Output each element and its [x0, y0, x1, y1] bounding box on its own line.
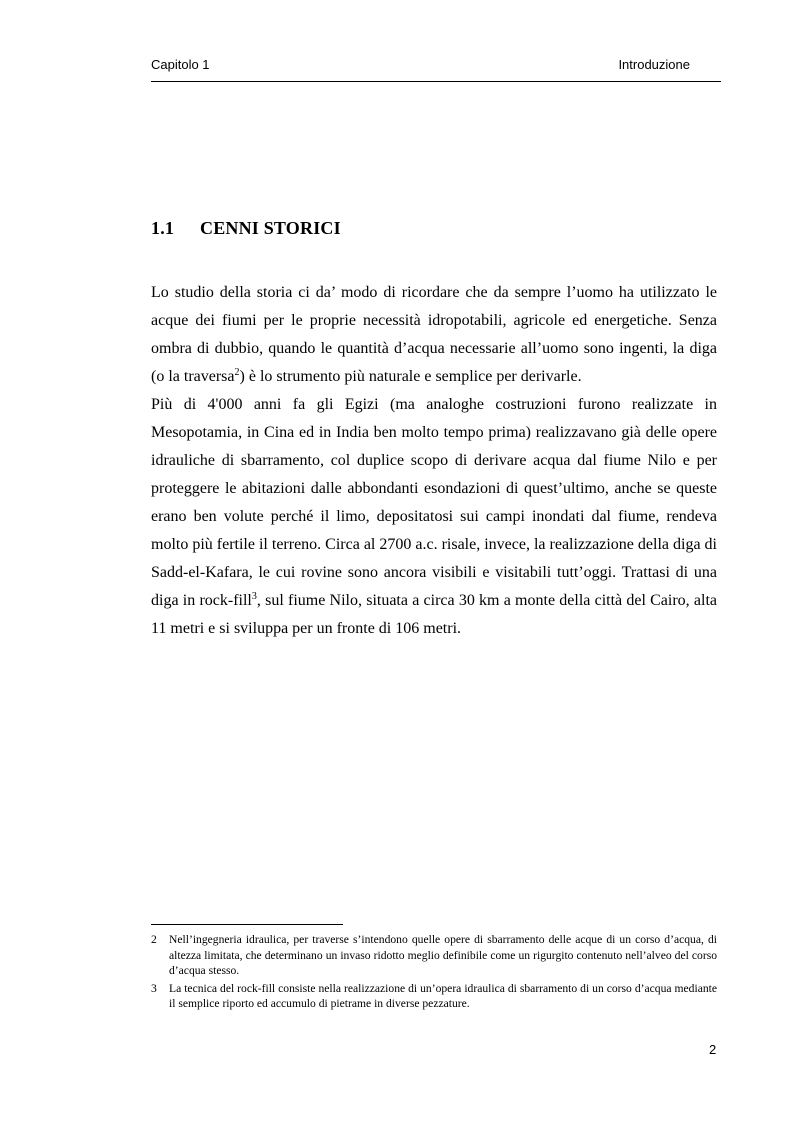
paragraph-1-text-a: Lo studio della storia ci da’ modo di ricordare che da sempre l’uomo ha utilizzato le acque dei fiumi per le proprie necessità idropotabili, agricole ed energetiche. Senza ombra di dubbio, quando le quantità d’acqua necessarie all’uomo sono ingenti, la diga (o la traversa	[151, 284, 717, 385]
paragraph-2	[151, 391, 717, 643]
footnote	[151, 932, 717, 979]
footnote-divider	[151, 924, 343, 925]
section-label: Introduzione	[618, 57, 690, 72]
footnote-number: 2	[151, 933, 157, 946]
body-text	[151, 279, 717, 643]
footnotes	[151, 932, 717, 1014]
footnote-text: Nell’ingegneria idraulica, per traverse s’intendono quelle opere di sbarramento delle acque di un corso d’acqua, di altezza limitata, che determinano un invaso ridotto meglio definibile come un rigurgito contenuto nell’alveo del corso d’acqua stesso.	[169, 933, 717, 977]
footnote	[151, 981, 717, 1012]
paragraph-2-text-a: Più di 4'000 anni fa gli Egizi (ma analoghe costruzioni furono realizzate in Mesopotamia, in Cina ed in India ben molto tempo prima) realizzavano già delle opere idrauliche di sbarramento, col duplice scopo di derivare acqua dal fiume Nilo e per proteggere le abitazioni dalle abbondanti esondazioni di quest’ultimo, anche se queste erano ben volute perché il limo, depositatosi sui campi inondati dal fiume, rendeva molto più fertile il terreno. Circa al 2700 a.c. risale, invece, la realizzazione della diga di Sadd-el-Kafara, le cui rovine sono ancora visibili e visitabili tutt’oggi. Trattasi di una diga in rock-fill	[151, 396, 717, 609]
footnote-text: La tecnica del rock-fill consiste nella realizzazione di un’opera idraulica di sbarramento di un corso d’acqua mediante il semplice riporto ed accumulo di pietrame in diverse pezzature.	[169, 981, 717, 1010]
section-heading	[151, 218, 341, 239]
paragraph-2-text-b: , sul fiume Nilo, situata a circa 30 km a monte della città del Cairo, alta 11 metri e si sviluppa per un fronte di 106 metri.	[151, 592, 717, 637]
section-number: 1.1	[151, 218, 175, 238]
page-number: 2	[709, 1042, 717, 1057]
running-header	[151, 55, 721, 82]
footnote-number: 3	[151, 981, 157, 995]
footnote-ref-3: 3	[251, 591, 257, 602]
section-title: CENNI STORICI	[200, 218, 341, 238]
footnote-ref-2: 2	[234, 367, 240, 378]
chapter-label: Capitolo 1	[151, 57, 210, 72]
paragraph-1-text-b: ) è lo strumento più naturale e semplice per derivarle.	[239, 368, 582, 385]
paragraph-1	[151, 279, 717, 391]
